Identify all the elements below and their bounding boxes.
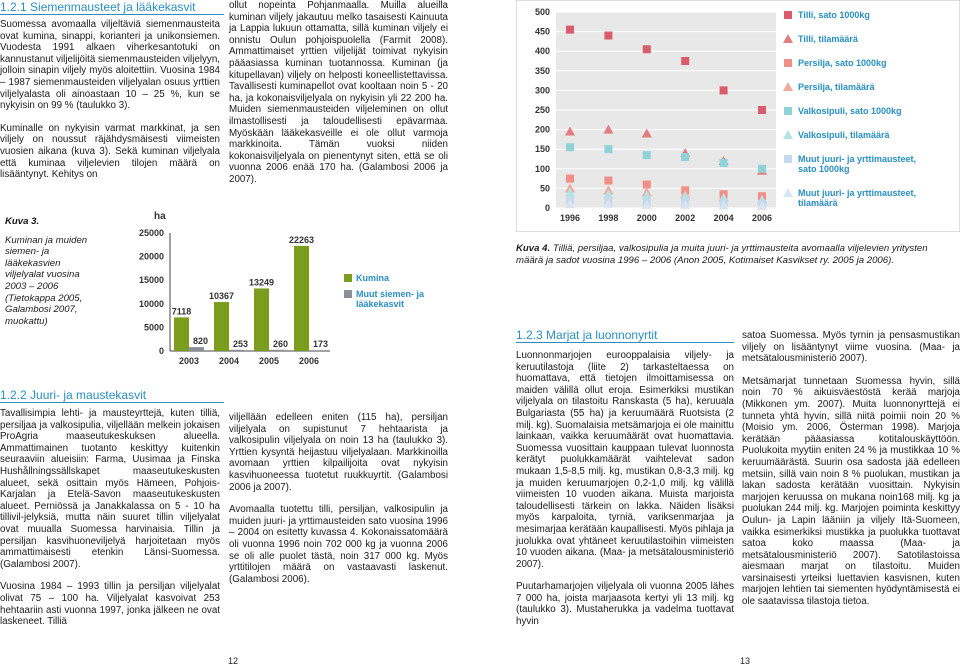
- bar: [309, 350, 324, 351]
- legend-label: Kumina: [356, 273, 390, 283]
- column-1-top: [0, 19, 220, 181]
- bar: [189, 347, 204, 351]
- paragraph: Vuosina 1984 – 1993 tillin ja persiljan viljelyalat olivat 75 – 100 ha. Viljelyalat kasvoivat 253 hehtaariin asti vuonna 1997, jonka jälkeen ne ovat laskeneet. Tilliä: [0, 581, 220, 628]
- data-point: [720, 86, 728, 94]
- x-tick-label: 2004: [713, 213, 734, 223]
- x-tick-label: 2002: [675, 213, 696, 223]
- y-tick-label: 100: [534, 163, 550, 174]
- y-tick-label: 500: [534, 7, 550, 17]
- x-tick-label: 2000: [636, 213, 657, 223]
- column-1-bottom: [0, 408, 220, 628]
- x-tick-label: 1996: [559, 213, 581, 223]
- bar: [174, 317, 189, 351]
- legend-label: Tilli, tilamäärä: [798, 34, 858, 44]
- legend-label: Muut juuri- ja yrttimausteet, tilamäärä: [798, 188, 917, 208]
- section-rule-top: [0, 14, 224, 15]
- y-tick-label: 10000: [138, 298, 164, 309]
- y-tick-label: 15000: [138, 275, 164, 286]
- section-rule: [516, 342, 734, 343]
- figure-3-bar-chart: [118, 207, 436, 377]
- data-point: [566, 143, 574, 151]
- figure-4-text: Tilliä, persiljaa, valkosipulia ja muita juuri- ja yrttimausteita avomaalla viljelevien yritysten määrä ja sadot vuosina 1996 – 2006 (Anon 2005, Kotimaiset Kasvikset ry. 2005 ja 2006).: [516, 243, 928, 266]
- data-point: [681, 57, 689, 65]
- column-4: [742, 330, 960, 608]
- bar: [254, 288, 269, 351]
- column-3: [516, 350, 734, 628]
- legend-label: Muut siemen- ja lääkekasvit: [356, 289, 425, 309]
- x-tick-label: 2004: [218, 356, 240, 366]
- column-2-bottom: [229, 412, 448, 585]
- y-tick-label: 450: [534, 26, 550, 37]
- paragraph: viljellään edelleen eniten (115 ha), persiljan viljelyala on supistunut 7 hehtaarista ja valkosipulin viljelyala on noin 13 ha (taulukko 3). Yrttien kysyntä heijastuu viljelyalaan. Markkinoilla avomaan yrttien kilpailijoita ovat nykyisin kasvihuoneessa tuotetut ruukkuyrtit. (Galambosi 2006 ja 2007).: [229, 412, 448, 493]
- bar: [214, 302, 229, 351]
- figure-3-caption: [5, 216, 95, 327]
- x-tick-label: 2003: [178, 356, 200, 366]
- legend-label: Persilja, sato 1000kg: [798, 58, 887, 68]
- bar: [229, 350, 244, 351]
- legend-label: Muut juuri- ja yrttimausteet, sato 1000kg: [798, 154, 917, 174]
- legend-label: Valkosipuli, tilamäärä: [798, 130, 890, 140]
- legend-swatch: [784, 11, 792, 19]
- data-point: [566, 26, 574, 34]
- paragraph: Luonnonmarjojen eurooppalaisia viljely- ja keruutilastoja (liite 2) tarkasteltaessa on huomattava, että tietojen ilmoittamisessa on maiden välillä ollut eroja. Esimerkiksi mustikan viljelyala on tilastoitu Ranskasta (5 ha), keruuala Bulgariasta (55 ha) ja keruumäärä Ruotsista (2 milj. kg). Suomalaisia metsämarjoja ei ole mainittu lainkaan, vaikka keruumäärät ovat huomattavia. Suomessa vuosittain kauppaan tulevat luonnosta kerätyt puolukkamäärät vaihtelevat sadon mukaan 1,5-8,5 milj. kg, mustikan 0,8-3,3 milj. kg ja muiden keruumarjojen 0,2-1,0 milj. kg välillä viimeisten 10 vuoden aikana. Muista marjoista taloudellisesti tärkein on lakka. Näiden lisäksi myös karpaloita, tyrniä, variksenmarjaa ja mesimarjaa kerätään kaupallisesti. Myös pihlaja ja juolukka ovat yhtäneet keruutilastoihin viimeisten 10 vuoden aikana. (Maa- ja metsätalousministeriö 2007).: [516, 350, 734, 570]
- paragraph: Suomessa avomaalla viljeltäviä siemenmausteita ovat kumina, sinappi, korianteri ja unikonsiemen. Vuodesta 1991 alkaen viherkesantotuki on kannustanut viljelijöitä siemenmausteiden viljelyyn, jolloin sinapin viljely myös aloitettiin. Vuosina 1984 – 1987 siemenmausteiden viljelyalan osuus yrttien viljelyalasta oli ainoastaan 10 – 25 %, kun se nykyisin on 99 % (taulukko 3).: [0, 19, 220, 112]
- legend-label: Tilli, sato 1000kg: [798, 10, 870, 20]
- x-tick-label: 2005: [258, 356, 280, 366]
- y-tick-label: 300: [534, 85, 550, 96]
- data-point: [566, 175, 574, 183]
- data-label: 253: [232, 338, 249, 349]
- data-point: [604, 145, 612, 153]
- y-tick-label: 250: [534, 105, 550, 115]
- y-tick-label: 0: [158, 346, 164, 356]
- figure-4-caption: [516, 243, 956, 266]
- y-tick-label: 25000: [138, 228, 164, 238]
- paragraph: Tavallisimpia lehti- ja mausteyrttejä, kuten tilliä, persiljaa ja valkosipulia, viljellään melkein jokaisen ProAgria maaseutukeskuksen alueella. Ammattimainen tuotanto keskittyy kuitenkin seuraaviin alueisiin: Farma, Uusimaa ja Finska Hushållningssällskapet maaseutukeskusten alueet, sekä osittain myös Hämeen, Pohjois-Karjalan ja Etelä-Savon maaseutukeskusten alueet. Perniössä ja Janakkalassa on 5 - 10 ha tillivil-jelyksiä, mutta näin suuret tillin viljelyalat ovat muualla Suomessa harvinaisia. Tillin ja persiljan kasvihuoneviljelyä harjoitetaan myös ammattimaisesti etenkin Länsi-Suomessa. (Galambosi 2007).: [0, 408, 220, 570]
- paragraph: Kuminalle on nykyisin varmat markkinat, ja sen viljely on noussut räjähdysmäisesti viimeisten vuosien aikana (kuva 3). Sekä kuminan viljelyala että kuminaa viljelevien tilojen määrä on lisääntynyt. Kehitys on: [0, 122, 220, 181]
- data-point: [758, 165, 766, 173]
- section-heading-1-2-2: 1.2.2 Juuri- ja maustekasvit: [0, 388, 147, 402]
- figure-3-label: Kuva 3.: [5, 216, 40, 227]
- legend-swatch: [344, 290, 352, 298]
- y-tick-label: 400: [534, 46, 550, 57]
- column-2-top: ollut nopeinta Pohjanmaalla. Muilla alueilla kuminan viljely jakautuu melko tasaisesti Kainuuta ja Lappia lukuun ottamatta, sillä kuminan viljely ei onnistu Oulun pohjoispuolella (Farmit 2008). Ammattimaiset yrttien viljelijät toimivat nykyisin pääasiassa kuminan tuotannossa. Kuminan (ja kitupellavan) viljely on helposti koneellistettavissa. Tavallisesti kuminapellot ovat kooltaan noin 5 - 20 ha, ja kokonaisviljelyala on nykyisin yli 22 200 ha. Muiden siemenmausteiden viljeleminen on ollut ilmastollisesti ja taloudellisesti epävarmaa. Myöskään lääkekasveille ei ole ollut varmoja markkinoita. Tämän vuoksi niiden kokonaisviljelyala on pienentynyt siten, että se oli vuonna 2006 enää 170 ha. (Galambosi 2006 ja 2007).: [229, 0, 448, 185]
- data-point: [604, 32, 612, 40]
- legend-swatch: [784, 107, 792, 115]
- y-axis-label: ha: [154, 211, 166, 222]
- data-point: [643, 45, 651, 53]
- bar: [294, 246, 309, 351]
- data-label: 820: [192, 336, 209, 347]
- y-tick-label: 20000: [138, 251, 164, 262]
- paragraph: satoa Suomessa. Myös tyrnin ja pensasmustikan viljely on lisääntynyt viime vuosina. (Maa- ja metsätalousministeriö 2007).: [742, 330, 960, 365]
- page-number-right: 13: [740, 656, 751, 666]
- page-number-left: 12: [228, 656, 239, 666]
- data-point: [758, 106, 766, 114]
- section-heading-1-2-3: 1.2.3 Marjat ja luonnonyrtit: [516, 328, 658, 342]
- data-label: 173: [312, 339, 329, 350]
- y-tick-label: 5000: [143, 322, 164, 333]
- paragraph: Metsämarjat tunnetaan Suomessa hyvin, sillä noin 70 % aikuisväestöstä kerää marjoja (Mikkonen ym. 2007). Muita luonnonyrttejä ei tunneta yhtä hyvin, sillä niitä poimii noin 20 % (Moisio ym. 2006, Österman 1998). Marjoja kerätään pääasiassa kotitalouskäyttöön. Puolukoita myytiin eniten 24 % ja mustikkaa 10 % keruumäärästä. Suurin osa sadosta jää edelleen metsiin, sillä vain noin 8 % puolukan, mustikan ja lakan sadosta kerätään vuosittain. Nykyisin marjojen keruussa on mukana noin168 milj. kg ja puolukan 244 milj. kg. Marjojen poiminta keskittyy Oulun- ja Lapin lääniin ja viljely Itä-Suomeen, vaikka esimerkiksi mustikka ja puolukka tuottavat satoa koko maassa (Maa- ja metsätalousministeriö 2007). Satotilastoissa aiesmaan marjat on tilastoitu. Muiden varsinaisesti yrteiksi luettavien kasvisnen, kuten marjojen lehtien tai siementen hyödyntämisestä ei ole saatavissa tilastoja tietoa.: [742, 375, 960, 608]
- legend-swatch: [784, 155, 792, 163]
- figure-4-scatter-chart: [516, 0, 960, 232]
- data-point: [681, 153, 689, 161]
- y-tick-label: 350: [534, 65, 550, 76]
- data-label: 10367: [208, 291, 235, 302]
- paragraph: Avomaalla tuotettu tilli, persiljan, valkosipulin ja muiden juuri- ja yrttimausteiden sato vuosina 1996 – 2004 on esitetty kuvassa 4. Kokonaissatomäärä oli vuonna 1996 noin 702 000 kg ja vuonna 2006 se oli alle puolet tästä, noin 317 000 kg. Myös yrttitilojen määrä on vastaavasti laskenut. (Galambosi 2006).: [229, 504, 448, 585]
- legend-label: Persilja, tilamäärä: [798, 82, 875, 92]
- legend-swatch: [344, 274, 352, 282]
- figure-3-text: Kuminan ja muiden siemen- ja lääkekasvien viljelyalat vuosina 2003 – 2006 (Tietokappa 2005, Galambosi 2007, muokattu): [5, 234, 88, 327]
- x-tick-label: 2006: [751, 213, 773, 223]
- data-point: [643, 151, 651, 159]
- y-tick-label: 150: [534, 144, 550, 155]
- data-label: 260: [272, 338, 289, 349]
- x-tick-label: 1998: [598, 213, 619, 223]
- y-tick-label: 200: [534, 124, 550, 135]
- data-label: 7118: [171, 306, 192, 317]
- data-point: [604, 177, 612, 185]
- y-tick-label: 50: [539, 183, 550, 194]
- bar: [269, 350, 284, 351]
- x-tick-label: 2006: [298, 356, 320, 366]
- data-label: 13249: [248, 277, 275, 288]
- data-point: [643, 180, 651, 188]
- paragraph: Puutarhamarjojen viljelyala oli vuonna 2005 lähes 7 000 ha, joista marjaasota kertyi yli 13 milj. kg (taulukko 3). Mustaherukka ja vadelma tuottavat hyvin: [516, 581, 734, 628]
- figure-4-label: Kuva 4.: [516, 243, 551, 254]
- legend-label: Valkosipuli, sato 1000kg: [798, 106, 902, 116]
- y-tick-label: 0: [544, 203, 550, 213]
- data-label: 22263: [288, 234, 315, 245]
- data-point: [720, 159, 728, 167]
- section-rule: [0, 402, 224, 403]
- section-heading-1-2-1: 1.2.1 Siemenmausteet ja lääkekasvit: [0, 0, 196, 14]
- legend-swatch: [784, 59, 792, 67]
